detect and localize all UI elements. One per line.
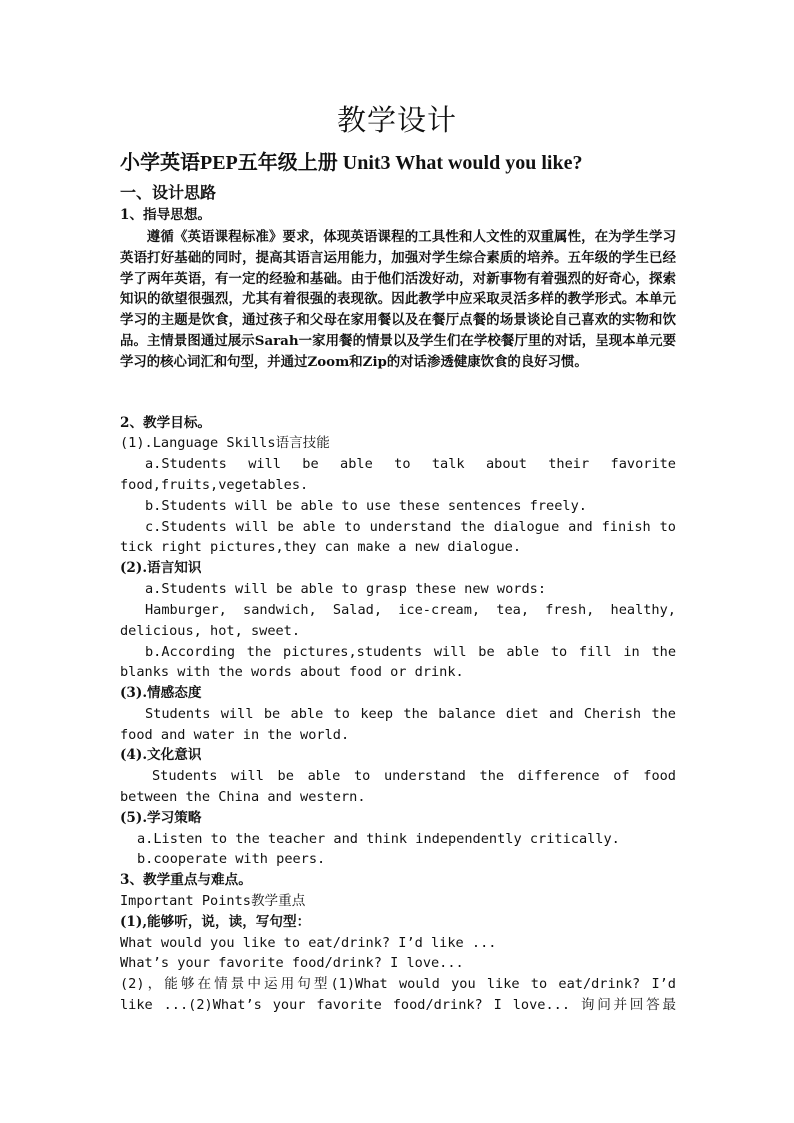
goal-4-line1: Students will be able to understand the difference of food bbox=[152, 768, 676, 784]
important-point-1: (1),能够听，说，读，写句型： bbox=[120, 914, 311, 930]
goal-2b-line2: blanks with the words about food or drink. bbox=[120, 664, 464, 680]
goal-language-knowledge: (2).语言知识 bbox=[120, 560, 202, 576]
goal-3-line1: Students will be able to keep the balance diet and Cherish the bbox=[145, 706, 676, 722]
goal-2a: a.Students will be able to grasp these new words: bbox=[145, 581, 547, 597]
important-point-1-sentence1: What would you like to eat/drink? I’d like ... bbox=[120, 935, 497, 951]
goal-strategy: (5).学习策略 bbox=[120, 810, 202, 826]
goal-2a-words-line2: delicious, hot, sweet. bbox=[120, 623, 301, 639]
important-point-2-line2: like ...(2)What’s your favorite food/drink? I love... 询问并回答最 bbox=[120, 997, 676, 1013]
goal-language-skills: (1).Language Skills语言技能 bbox=[120, 435, 330, 451]
goal-2a-words-line1: Hamburger, sandwich, Salad, ice-cream, tea, fresh, healthy, bbox=[145, 602, 676, 618]
document-subtitle: 小学英语PEP五年级上册 Unit3 What would you like? bbox=[120, 152, 583, 174]
important-point-2-line1: (2)，能够在情景中运用句型(1)What would you like to eat/drink? I’d bbox=[120, 976, 676, 992]
section-heading-design: 一、设计思路 bbox=[120, 183, 217, 202]
goal-attitude: (3).情感态度 bbox=[120, 685, 202, 701]
goal-1c-line1: c.Students will be able to understand the dialogue and finish to bbox=[145, 519, 676, 535]
item-guiding-idea: 1、指导思想。 bbox=[120, 207, 212, 223]
goal-4-line2: between the China and western. bbox=[120, 789, 366, 805]
document-title: 教学设计 bbox=[336, 103, 457, 137]
goal-1c-line2: tick right pictures,they can make a new dialogue. bbox=[120, 539, 522, 555]
goal-5b: b.cooperate with peers. bbox=[137, 851, 326, 867]
goal-5a: a.Listen to the teacher and think independently critically. bbox=[137, 831, 620, 847]
goal-culture: (4).文化意识 bbox=[120, 747, 202, 763]
paragraph-guiding-idea: 遵循《英语课程标准》要求，体现英语课程的工具性和人文性的双重属性，在为学生学习英语打好基础的同时，提高其语言运用能力，加强对学生综合素质的培养。五年级的学生已经学了两年英语，有一定的经验和基础。由于他们活泼好动，对新事物有着强烈的好奇心，探索知识的欲望很强烈，尤其有着很强的表现欲。因此教学中应采取灵活多样的教学形式。本单元学习的主题是饮食，通过孩子和父母在家用餐以及在餐厅点餐的场景谈论自己喜欢的实物和饮品。主情景图通过展示Sarah一家用餐的情景以及学生们在学校餐厅里的对话，呈现本单元要学习的核心词汇和句型，并通过Zoom和Zip的对话渗透健康饮食的良好习惯。 bbox=[120, 229, 676, 370]
goal-3-line2: food and water in the world. bbox=[120, 727, 350, 743]
important-point-1-sentence2: What’s your favorite food/drink? I love... bbox=[120, 955, 464, 971]
goal-1a-line2: food,fruits,vegetables. bbox=[120, 477, 309, 493]
item-key-points: 3、教学重点与难点。 bbox=[120, 872, 252, 888]
goal-2b-line1: b.According the pictures,students will be able to fill in the bbox=[145, 644, 676, 660]
goal-1a-line1: a.Students will be able to talk about their favorite bbox=[145, 456, 676, 472]
goal-1b: b.Students will be able to use these sentences freely. bbox=[145, 498, 587, 514]
item-objectives: 2、教学目标。 bbox=[120, 415, 212, 431]
important-points-label: Important Points教学重点 bbox=[120, 893, 306, 909]
